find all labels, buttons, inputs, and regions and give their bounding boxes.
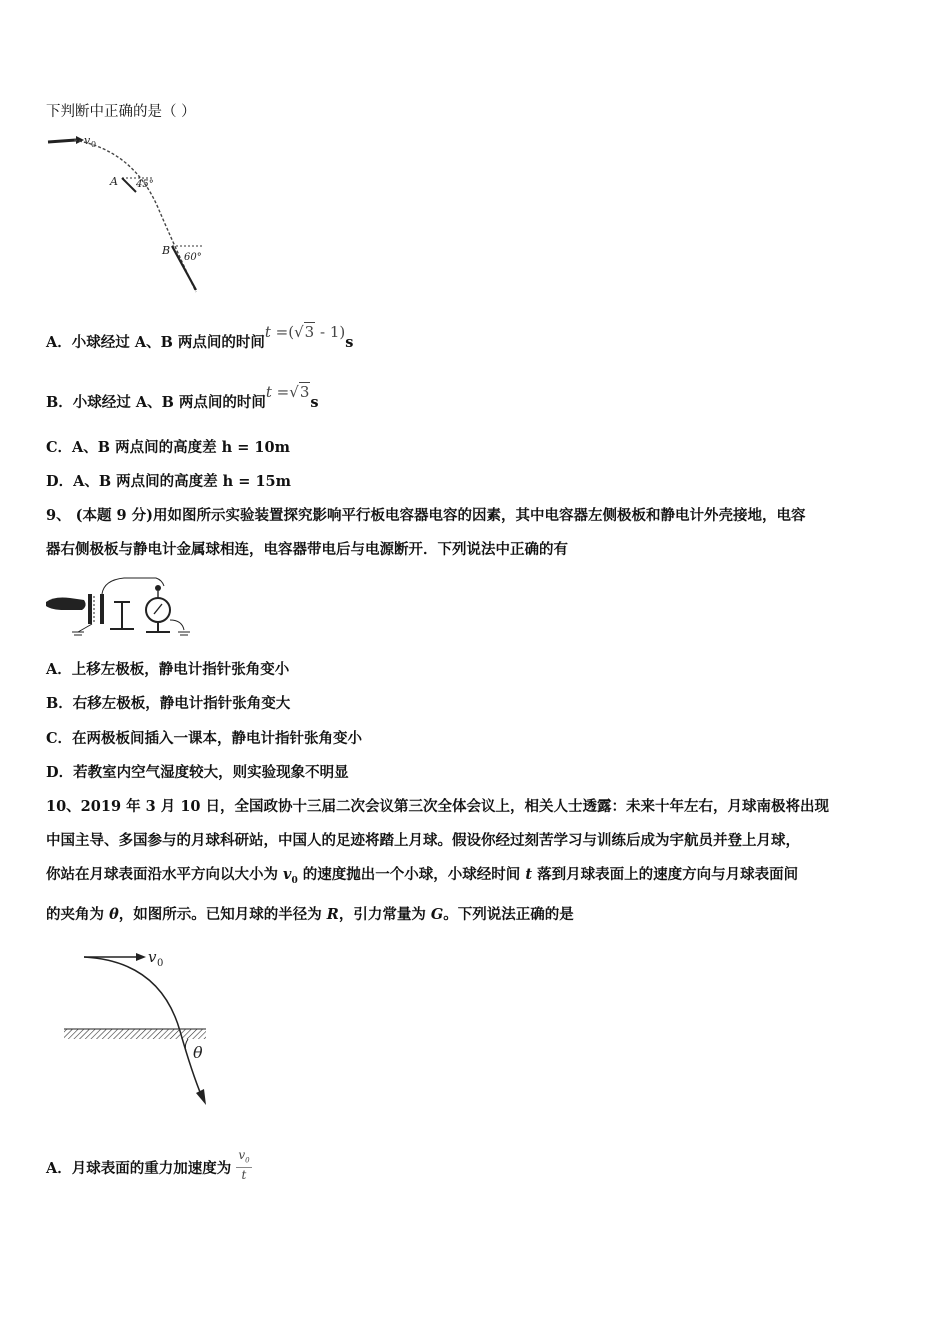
- trajectory-curve: [84, 957, 202, 1097]
- v0-arrow: [48, 140, 76, 142]
- capacitor-electrometer-figure: [44, 576, 204, 644]
- intro-text: 下判断中正确的是（ ）: [46, 104, 196, 120]
- angle-b-label: 60°: [184, 252, 202, 263]
- q9-option-b: B．右移左极板，静电计指针张角变大: [46, 695, 291, 712]
- projectile-figure: [44, 130, 224, 300]
- v0-label: v: [148, 948, 157, 966]
- trajectory-curve: [74, 140, 196, 292]
- v0-label: v: [84, 134, 91, 147]
- theta-label: θ: [193, 1043, 203, 1062]
- hand-icon: [46, 598, 86, 611]
- q10-stem: 10、2019 年 3 月 10 日，全国政协十三届二次会议第三次全体会议上，相关人士透露：未来十年左右，月球南极将出现 中国主导、多国参与的月球科研站，中国人的足迹将踏上月球。假设你经过刻苦学习与训练后成为宇航员并登上月球， 你站在月球表面沿水平方向以大小为 $v_0$ 的速度抛出一个小球，小球经时间 t 落到月球表面上的速度方向与月球表面间 的夹角为 θ，如图所示。已知月球的半径为 R，引力常量为 G。下列说法正确的是: [46, 798, 830, 923]
- q9-stem: 9、 (本题 9 分)用如图所示实验装置探究影响平行板电容器电容的因素，其中电容器左侧极板和静电计外壳接地，电容 器右侧极板与静电计金属球相连，电容器带电后与电源断开．下列说法中正确的有: [46, 507, 806, 558]
- q9-option-d: D．若教室内空气湿度较大，则实验现象不明显: [46, 764, 349, 781]
- q10-option-a: A．月球表面的重力加速度为 $\frac{v_0}{t}$: [46, 1148, 250, 1183]
- svg-text:0: 0: [91, 140, 97, 149]
- q8-option-a: A．小球经过 A、B 两点间的时间t =(√3 - 1)s: [46, 323, 354, 351]
- q8-option-c: C．A、B 两点间的高度差 h = 10m: [46, 439, 290, 456]
- svg-text:0: 0: [157, 958, 164, 969]
- q9-option-c: C．在两极板间插入一课本，静电计指针张角变小: [46, 730, 363, 747]
- moon-projectile-figure: [60, 945, 220, 1107]
- point-b-label: B: [162, 244, 171, 257]
- q9-option-a: A．上移左极板，静电计指针张角变小: [46, 661, 290, 678]
- q8-option-b: B．小球经过 A、B 两点间的时间t =√3s: [46, 383, 319, 411]
- angle-a-label: 45°: [136, 179, 154, 190]
- point-a-label: A: [110, 175, 118, 188]
- q8-option-d: D．A、B 两点间的高度差 h = 15m: [46, 473, 291, 490]
- moon-surface: [64, 1029, 206, 1039]
- fraction-v0-over-t: $\frac{v_0}{t}$: [238, 1148, 250, 1183]
